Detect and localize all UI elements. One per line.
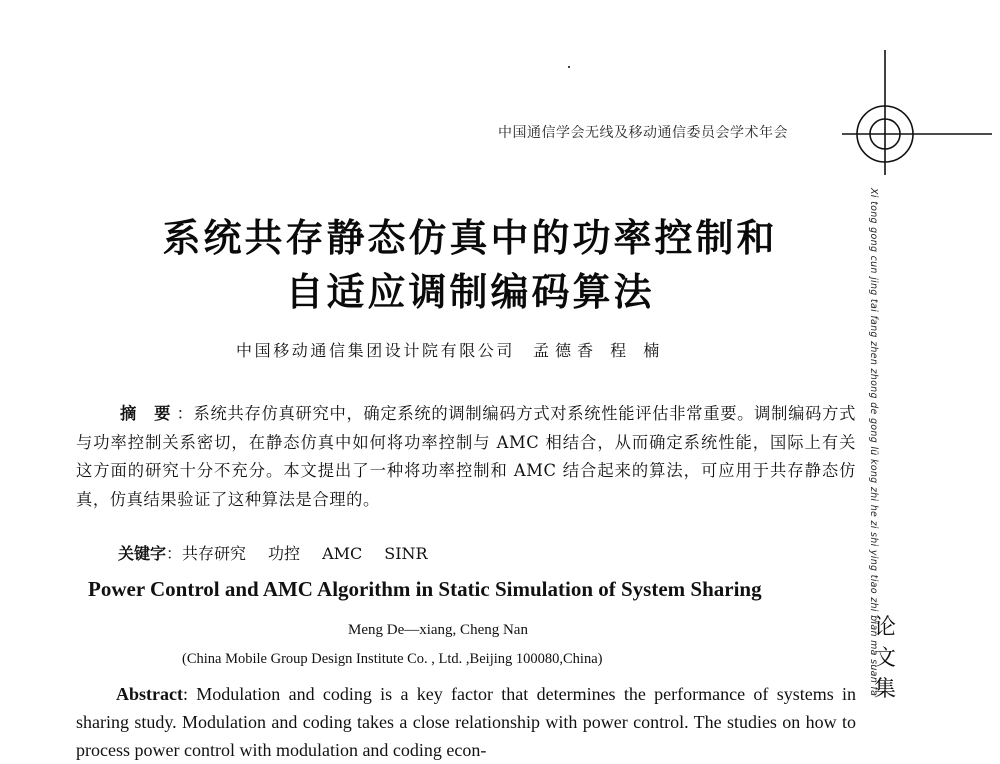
abstract-cn-label: 摘 要	[120, 404, 177, 423]
scan-speck	[568, 66, 570, 68]
author-names: 孟德香 程 楠	[533, 341, 666, 360]
target-emblem-icon	[842, 50, 992, 180]
abstract-cn-text: ：系统共存仿真研究中，确定系统的调制编码方式对系统性能评估非常重要。调制编码方式与功率控制关系密切，在静态仿真中如何将功率控制与 AMC 相结合，从而确定系统性能，国际上有关这方面的研究十分不充分。本文提出了一种将功率控制和 AMC 结合起来的算法，可应用于共存静态仿真，仿真结果验证了这种算法是合理的。	[76, 404, 856, 509]
author-line	[236, 338, 665, 361]
english-authors: Meng De—xiang, Cheng Nan	[348, 622, 528, 638]
series-char: 文	[873, 646, 896, 671]
author-affiliation: 中国移动通信集团设计院有限公司	[236, 341, 516, 360]
running-header: 中国通信学会无线及移动通信委员会学术年会	[498, 125, 788, 141]
abstract-en-text: : Modulation and coding is a key factor that determines the performance of systems in sharing study. Modulation and coding takes a close relationship with power control. The studies on how to process power control with modulation and coding econ-	[76, 684, 856, 760]
vertical-pinyin-title: Xi tong gong cun jing tai fang zhen zhong de gong lü kong zhi he zi shi ying tiao zhi bian ma suan fa	[868, 188, 879, 697]
abstract-en	[76, 680, 856, 764]
keywords-separator: ：	[166, 544, 183, 563]
abstract-en-label: Abstract	[116, 684, 183, 704]
english-affiliation: (China Mobile Group Design Institute Co. , Ltd. ,Beijing 100080,China)	[182, 651, 603, 667]
paper-title-line-2: 自适应调制编码算法	[285, 270, 655, 314]
series-char: 论	[873, 615, 896, 640]
keywords-label: 关键字	[118, 544, 167, 563]
keyword: 功控	[268, 544, 301, 563]
keyword: SINR	[384, 544, 428, 563]
keywords-line	[118, 541, 450, 564]
abstract-cn	[76, 400, 856, 514]
keyword: 共存研究	[182, 544, 247, 563]
paper-title-line-1: 系统共存静态仿真中的功率控制和	[162, 216, 778, 260]
keyword: AMC	[322, 544, 363, 563]
series-char: 集	[873, 677, 896, 702]
english-title: Power Control and AMC Algorithm in Static Simulation of System Sharing	[88, 577, 762, 601]
series-label	[871, 612, 899, 705]
